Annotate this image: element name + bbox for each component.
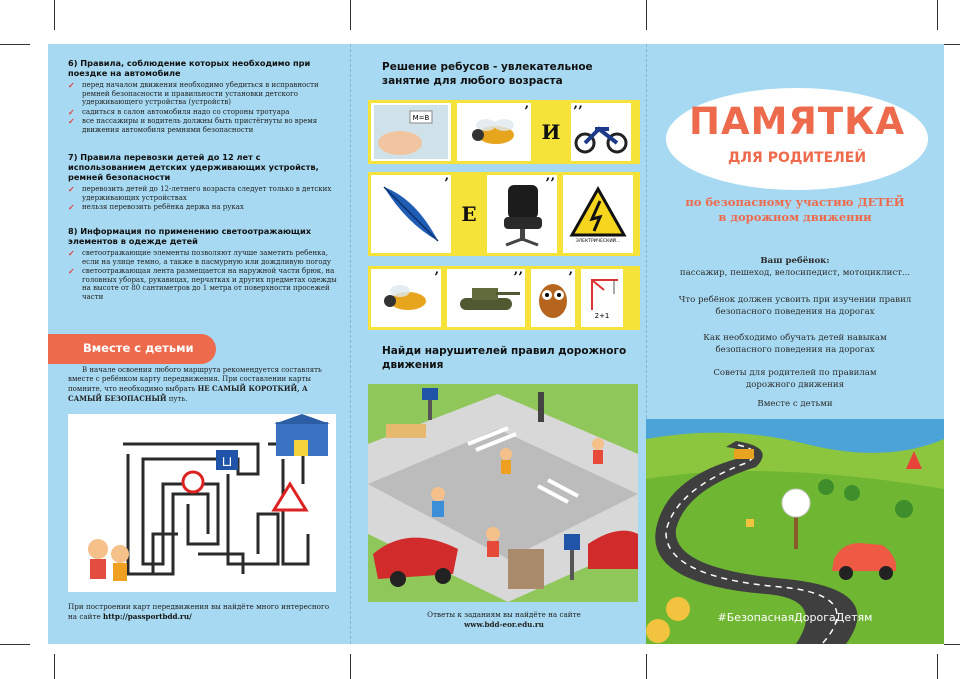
intro-text: В начале освоения любого маршрута рекомендуется составлять вместе с ребёнком карту передвижения. При составлении карты помните, что необходимо выбрать [68, 366, 322, 393]
crop-mark [646, 654, 647, 679]
crop-mark [350, 0, 351, 30]
cover-title: ПАМЯТКА [688, 100, 906, 143]
crop-mark [646, 0, 647, 30]
passportbdd-link[interactable]: http://passportbdd.ru/ [102, 612, 192, 621]
rebus-image-wasp: ’ [457, 103, 531, 161]
toc-item: Советы для родителей по правилам [713, 368, 877, 378]
toc-item: безопасного поведения на дорогах [715, 345, 875, 355]
banner-label: Вместе с детьми [83, 341, 194, 355]
list-item: ✓ все пассажиры и водитель должны быть пристёгнуты во время движения автомобиля ремнями безопасности [68, 117, 338, 134]
rebus-note: 2+1 [594, 312, 610, 320]
tagline-line: в дорожном движении [718, 210, 872, 224]
toc-item: Как необходимо обучать детей навыкам [703, 333, 887, 343]
list-item: ✓ перед началом движения необходимо убедиться в исправности ремней безопасности и правильности установки детского удерживающего устройства (устройств) [68, 81, 338, 107]
intro-emphasis: НЕ САМЫЙ КОРОТКИЙ, А САМЫЙ БЕЗОПАСНЫЙ [68, 384, 308, 403]
crop-mark [54, 654, 55, 679]
section-6 [68, 58, 338, 136]
section-heading: 6) Правила, соблюдение которых необходимо при поездке на автомобиле [68, 58, 311, 78]
list-item: ✓ садиться в салон автомобиля надо со стороны тротуара [68, 108, 338, 117]
crop-mark [0, 644, 30, 645]
violators-heading: Найди нарушителей правил дорожного движения [382, 345, 627, 371]
rebus-letter: Е [461, 202, 477, 226]
toc-item: Вместе с детьми [757, 399, 833, 409]
middle-footer [376, 610, 632, 630]
cover-subtitle: ДЛЯ РОДИТЕЛЕЙ [727, 150, 867, 166]
rebus-row-3 [368, 266, 640, 330]
bdd-eor-link[interactable]: www.bdd-eor.edu.ru [464, 620, 544, 629]
rebus-image-tank: ’’ [447, 269, 525, 327]
toc-item: пассажир, пешеход, велосипедист, мотоциклист... [679, 268, 911, 278]
rebus-image-crane [581, 269, 623, 327]
list-item: ✓ нельзя перевозить ребёнка держа на руках [68, 203, 338, 212]
list-item: ✓ перевозить детей до 12-летнего возраста следует только в детских удерживающих устройствах [68, 185, 338, 202]
route-maze-illustration [68, 414, 336, 592]
fold-line [350, 44, 352, 644]
intersection-illustration [368, 384, 638, 602]
crop-mark [944, 644, 960, 645]
toc-item: Что ребёнок должен усвоить при изучении правил [678, 295, 912, 305]
brochure-sheet [48, 44, 944, 644]
rebus-heading: Решение ребусов - увлекательное занятие для любого возраста [382, 61, 593, 87]
rebus-image-high-voltage [563, 175, 633, 253]
rebus-letter: И [541, 120, 561, 144]
intro-text-end: путь. [166, 395, 188, 403]
rebus-note: M=B [412, 114, 430, 122]
rebus-image-owl: ’ [531, 269, 575, 327]
section-heading: 7) Правила перевозки детей до 12 лет с использованием детских удерживающих устройств, ремней безопасности [68, 152, 319, 182]
rebus-image-motorcycle: ’’ [571, 103, 631, 161]
crop-mark [937, 0, 938, 30]
section-8 [68, 226, 338, 303]
intro-paragraph [68, 366, 336, 404]
svg-text:⊔: ⊔ [221, 454, 233, 470]
crop-mark [937, 654, 938, 679]
rebus-image-hand [371, 103, 451, 161]
rebus-image-chair: ’’ [487, 175, 557, 253]
section-heading: 8) Информация по применению светоотражающих элементов в одежде детей [68, 226, 311, 246]
panel-middle [356, 44, 646, 644]
panel-left [48, 44, 348, 644]
rebus-row-1 [368, 100, 640, 164]
crop-mark [0, 44, 30, 45]
together-banner [48, 334, 216, 364]
tagline-line: по безопасному участию ДЕТЕЙ [685, 195, 905, 209]
toc-item: Ваш ребёнок: [760, 256, 830, 266]
rebus-note: ЭЛЕКТРИЧЕСКИЙ... [575, 238, 621, 244]
crop-mark [944, 44, 960, 45]
crop-mark [350, 654, 351, 679]
cover-hashtag: #БезопаснаяДорогаДетям [717, 611, 873, 624]
list-item: ✓ светоотражающая лента размещается на наружной части брюк, на головных уборах, рукавицах, перчатках и других предметах одежды на высоте от 80 сантиметров до 1 метра от поверхности просежей части [68, 267, 338, 301]
footer-text: При построении карт передвижения вы найдёте много интересного на сайте [68, 602, 330, 621]
section-7 [68, 152, 338, 213]
footer-text: Ответы к заданиям вы найдёте на сайте [427, 610, 581, 619]
left-footer [68, 602, 338, 622]
list-item: ✓ светоотражающие элементы позволяют лучше заметить ребенка, если на улице темно, а также в пасмурную или дождливую погоду [68, 249, 338, 266]
crop-mark [54, 0, 55, 30]
cover-tagline [656, 195, 934, 225]
rebus-row-2 [368, 172, 640, 256]
rebus-image-wasp-2: ’ [371, 269, 441, 327]
rebus-image-feather: ’ [371, 175, 451, 253]
toc-item: безопасного поведения на дорогах [715, 307, 875, 317]
toc-item: дорожного движения [745, 380, 845, 390]
panel-cover [646, 44, 944, 644]
